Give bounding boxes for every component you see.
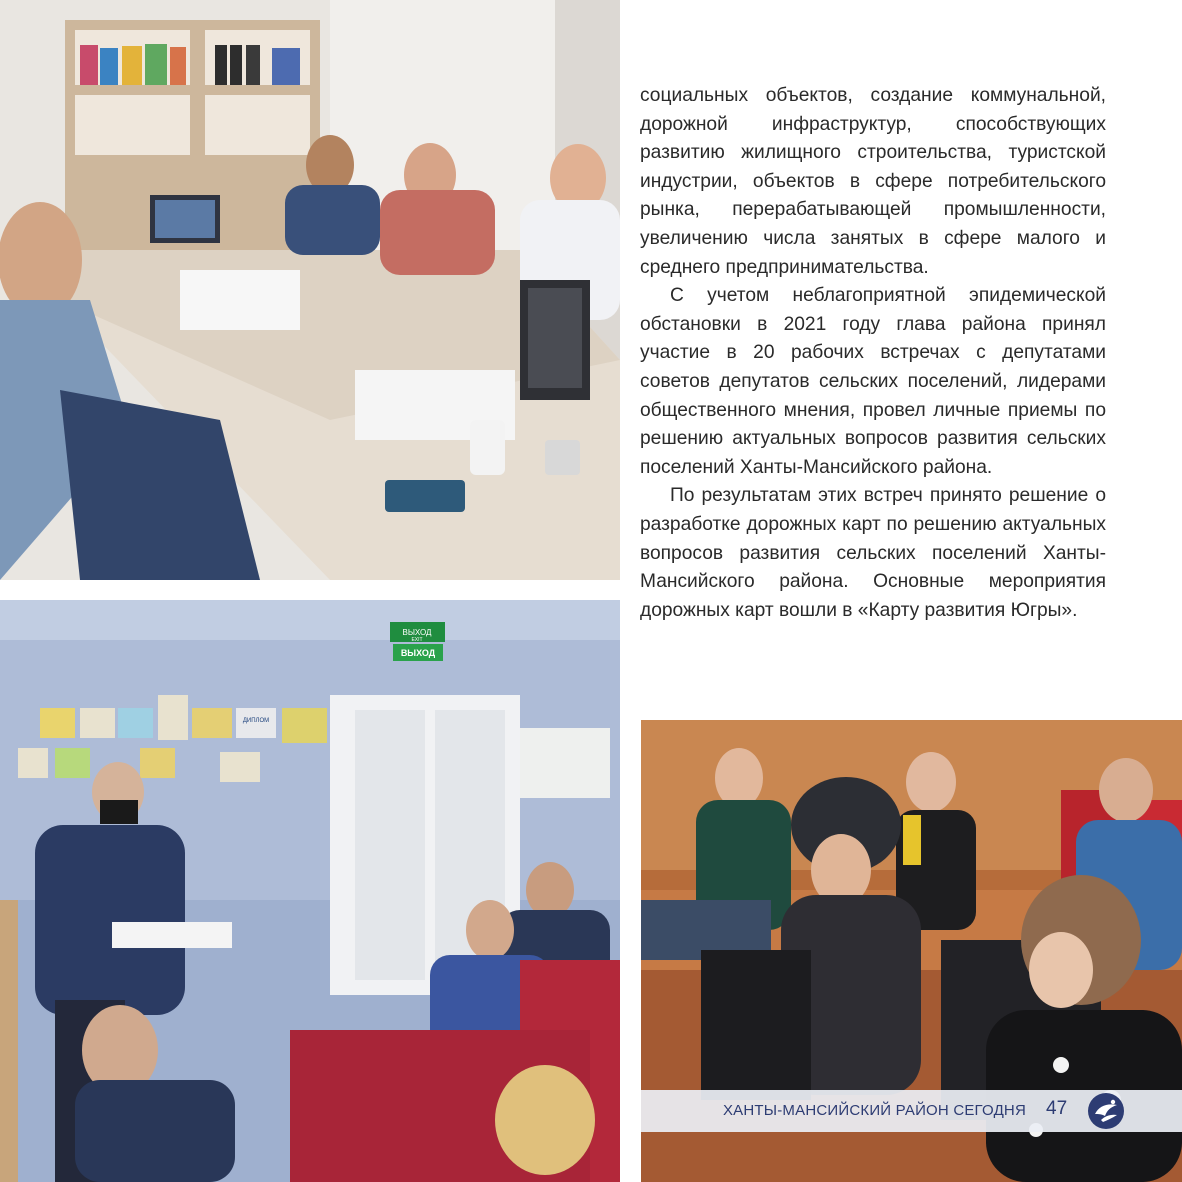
page-number: 47	[1046, 1098, 1068, 1119]
exit-sign	[390, 622, 445, 661]
footer-publication-title: ХАНТЫ-МАНСИЙСКИЙ РАЙОН СЕГОДНЯ	[722, 1102, 1026, 1119]
photo-meeting-table	[0, 0, 620, 580]
exit-sign-en: EXIT	[411, 637, 423, 643]
photo-meeting-table-image	[0, 0, 620, 580]
article-paragraph: социальных объектов, создание коммунальной, дорожной инфраструктур, способствующих развитию жилищного строительства, туристской индустрии, объектов в сфере потребительского рынка, перерабатывающей промышленности, увеличению числа занятых в сфере малого и среднего предпринимательства.	[640, 85, 1106, 278]
district-emblem-icon	[1087, 1092, 1125, 1130]
photo-auditorium-speaker	[0, 600, 620, 1182]
exit-sign-top: ВЫХОД	[402, 628, 432, 637]
article-paragraph: По результатам этих встреч принято решение о разработке дорожных карт по решению актуальных вопросов развития сельских поселений Ханты-Мансийского района. Основные мероприятия дорожных карт вошли в «Карту развития Югры».	[640, 485, 1106, 621]
article-text	[640, 82, 1106, 625]
diploma-text: ДИПЛОМ	[242, 718, 270, 724]
article-paragraph: С учетом неблагоприятной эпидемической обстановки в 2021 году глава района принял участие в 20 рабочих встречах с депутатами советов депутатов сельских поселений, лидерами общественного мнения, провел личные приемы по решению актуальных вопросов развития сельских поселений Ханты-Мансийского района.	[640, 285, 1106, 478]
photo-auditorium-speaker-image	[0, 600, 620, 1182]
exit-sign-bottom: ВЫХОД	[400, 648, 436, 658]
